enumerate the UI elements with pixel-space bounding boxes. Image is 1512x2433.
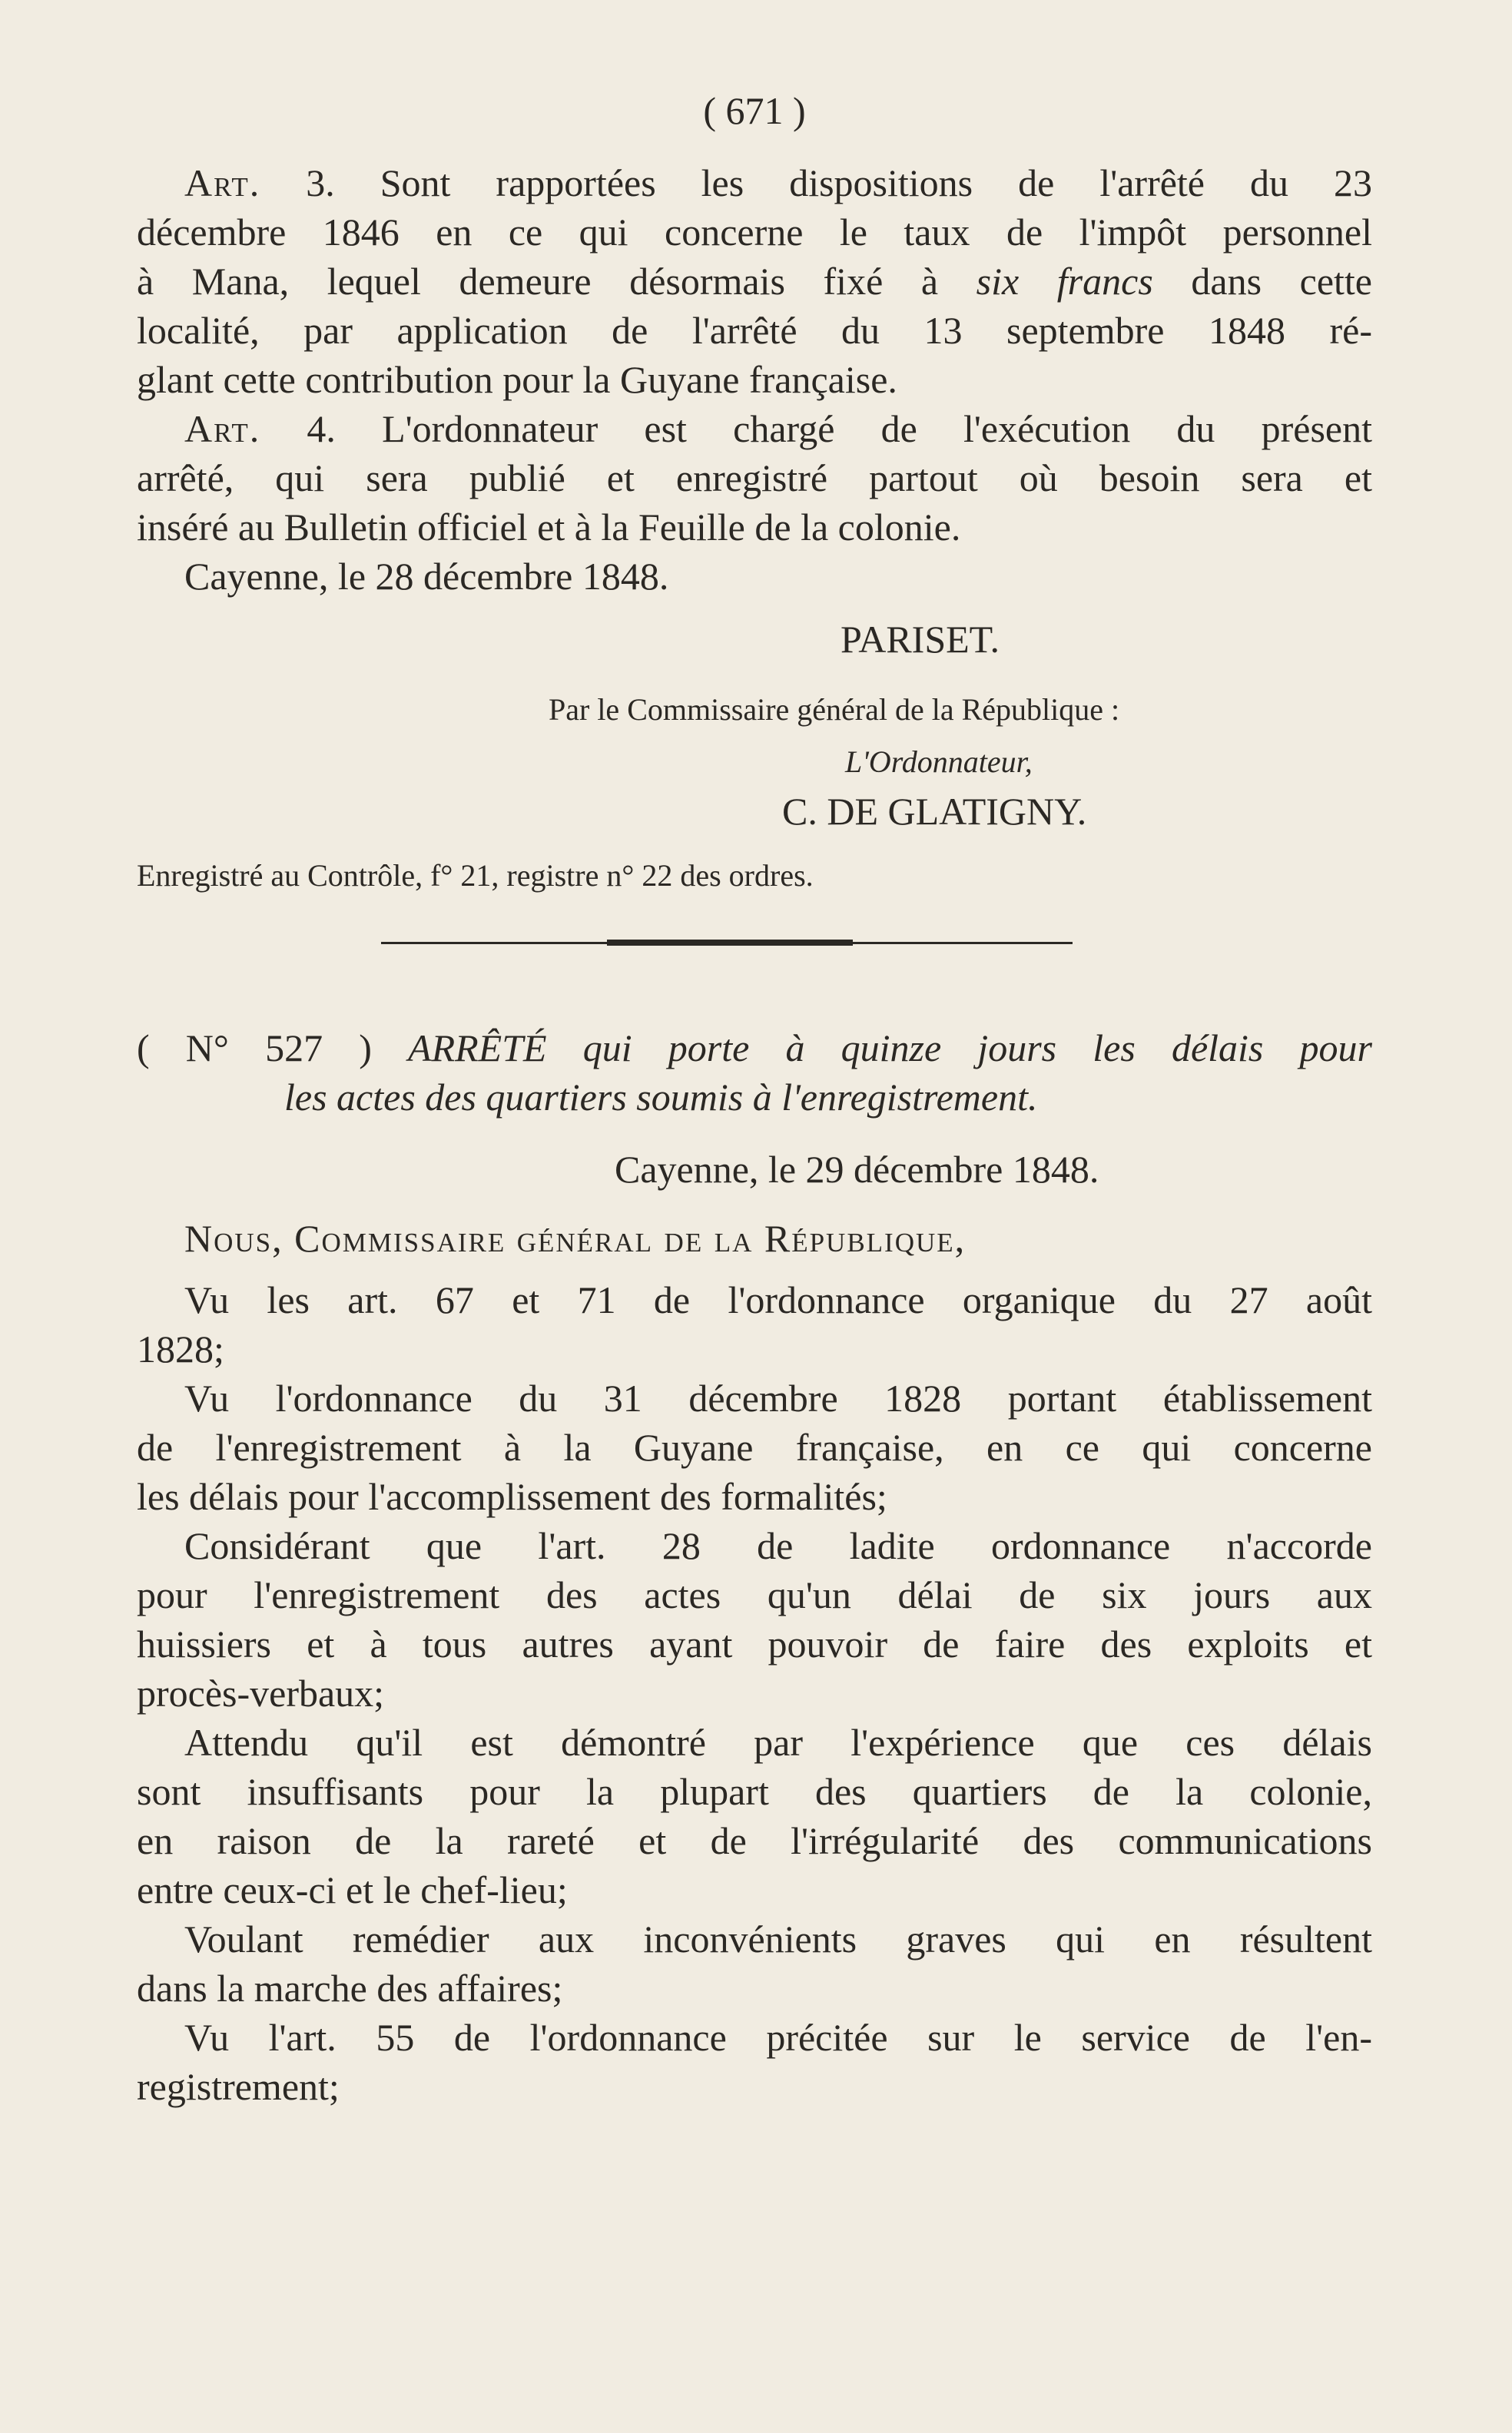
decree-p4-line-2: sont insuffisants pour la plupart des quartiers de la colonie,: [137, 1770, 1372, 1813]
decree-title-a: ARRÊTÉ qui porte à quinze jours les délais pour: [408, 1026, 1373, 1069]
art3-label: Art.: [184, 161, 261, 204]
decree-p5-line-1: Voulant remédier aux inconvénients graves qui en résultent: [184, 1918, 1372, 1961]
decree-p4-line-4: entre ceux-ci et le chef-lieu;: [137, 1868, 568, 1911]
decree-title-b: les actes des quartiers soumis à l'enregistrement.: [284, 1076, 1038, 1119]
decree-p6-line-1: Vu l'art. 55 de l'ordonnance précitée sur le service de l'en-: [184, 2016, 1372, 2059]
art4-line-1: Art. 4. L'ordonnateur est chargé de l'exécution du présent: [184, 407, 1372, 450]
decree-heading-line-1: [137, 1023, 1372, 1072]
date-line: Cayenne, le 28 décembre 1848.: [184, 555, 669, 598]
art3-line-1: Art. 3. Sont rapportées les dispositions de l'arrêté du 23: [184, 161, 1372, 204]
art3-line-4: localité, par application de l'arrêté du 13 septembre 1848 ré-: [137, 309, 1372, 352]
decree-p2-line-2: de l'enregistrement à la Guyane française, en ce qui concerne: [137, 1426, 1372, 1469]
decree-p3-line-2: pour l'enregistrement des actes qu'un délai de six jours aux: [137, 1573, 1372, 1616]
signature-role: L'Ordonnateur,: [845, 744, 1033, 779]
decree-p2-line-1: Vu l'ordonnance du 31 décembre 1828 portant établissement: [184, 1377, 1372, 1420]
signature-attribution: Par le Commissaire général de la République :: [549, 692, 1120, 727]
art3-line-5: glant cette contribution pour la Guyane française.: [137, 358, 897, 401]
signature-glatigny: C. DE GLATIGNY.: [782, 790, 1087, 833]
art4-line-2: arrêté, qui sera publié et enregistré partout où besoin sera et: [137, 456, 1372, 499]
decree-date: Cayenne, le 29 décembre 1848.: [615, 1148, 1099, 1191]
decree-p3-line-4: procès-verbaux;: [137, 1672, 385, 1715]
registration-note: Enregistré au Contrôle, f° 21, registre n° 22 des ordres.: [137, 858, 814, 893]
decree-p2-line-3: les délais pour l'accomplissement des formalités;: [137, 1475, 887, 1518]
decree-p5-line-2: dans la marche des affaires;: [137, 1967, 563, 2010]
separator-rule-thick: [607, 940, 853, 946]
decree-preamble: Nous, Commissaire général de la République,: [184, 1217, 967, 1260]
signature-pariset: PARISET.: [841, 618, 1000, 661]
decree-p4-line-1: Attendu qu'il est démontré par l'expérience que ces délais: [184, 1721, 1372, 1764]
decree-p4-line-3: en raison de la rareté et de l'irrégularité des communications: [137, 1819, 1372, 1862]
decree-p6-line-2: registrement;: [137, 2065, 340, 2108]
decree-p3-line-1: Considérant que l'art. 28 de ladite ordonnance n'accorde: [184, 1524, 1372, 1567]
art3-emphasis: six francs: [976, 260, 1153, 303]
decree-p3-line-3: huissiers et à tous autres ayant pouvoir de faire des exploits et: [137, 1623, 1372, 1666]
art4-label: Art.: [184, 407, 261, 450]
art4-line-3: inséré au Bulletin officiel et à la Feuille de la colonie.: [137, 505, 961, 549]
decree-p1-line-2: 1828;: [137, 1328, 224, 1371]
decree-p1-line-1: Vu les art. 67 et 71 de l'ordonnance organique du 27 août: [184, 1278, 1372, 1321]
art3-line-2: décembre 1846 en ce qui concerne le taux de l'impôt personnel: [137, 210, 1372, 254]
decree-number: ( N° 527 ): [137, 1026, 372, 1069]
page-number: ( 671 ): [703, 89, 806, 132]
art3-line-3: à Mana, lequel demeure désormais fixé à six francs dans cette: [137, 260, 1372, 303]
